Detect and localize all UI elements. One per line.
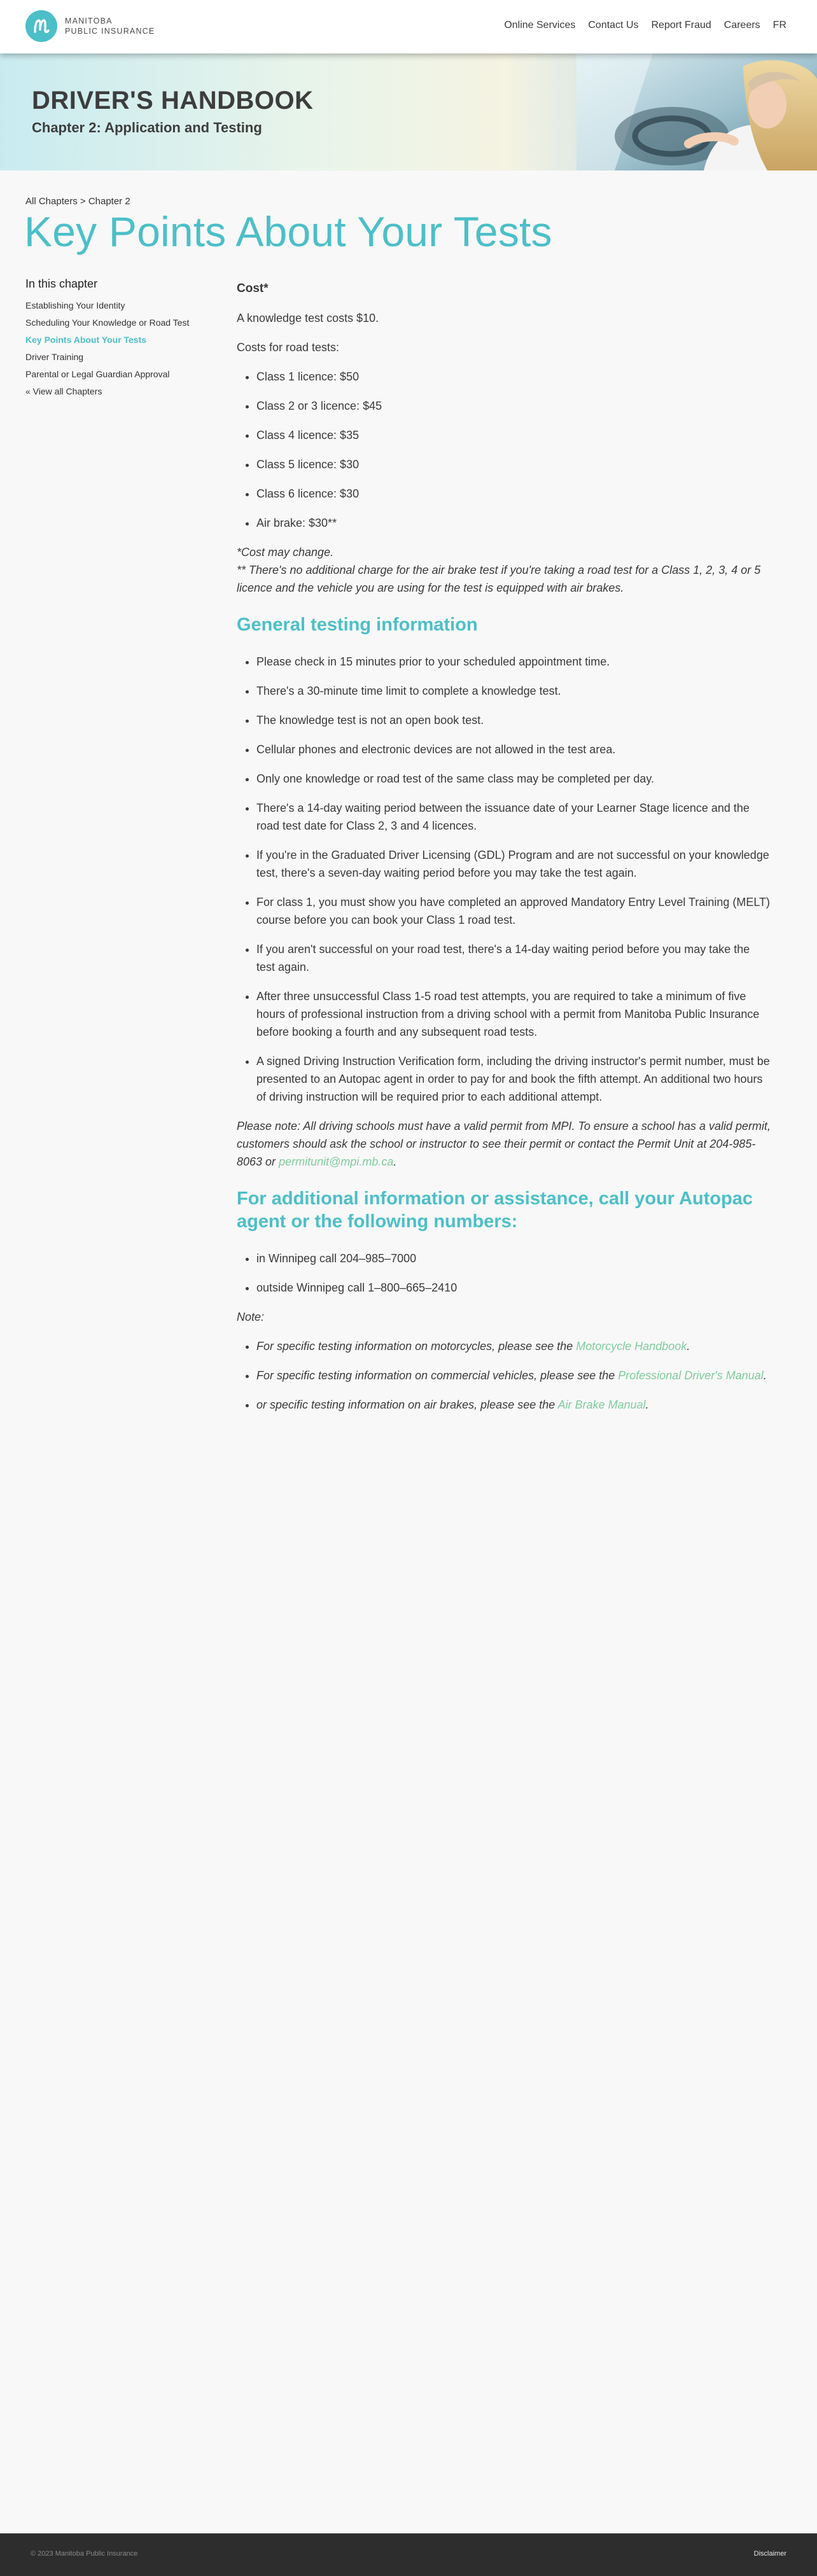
cost-note-1: *Cost may change. <box>237 546 334 559</box>
main-content <box>237 280 771 1425</box>
list-item: • outside Winnipeg call 1–800–665–2410 <box>256 1279 771 1297</box>
note-end: . <box>687 1340 690 1353</box>
sidebar-item-view-all <box>25 386 197 397</box>
breadcrumb-separator: > <box>80 196 86 207</box>
list-item: • There's a 30-minute time limit to complete a knowledge test. <box>256 682 771 700</box>
road-test-cost-list <box>237 368 771 532</box>
list-item: • in Winnipeg call 204–985–7000 <box>256 1250 771 1267</box>
breadcrumb-all-chapters[interactable]: All Chapters <box>25 196 78 207</box>
page-title: Key Points About Your Tests <box>24 208 552 255</box>
sidebar-item-identity <box>25 300 197 311</box>
nav-careers[interactable]: Careers <box>723 20 760 31</box>
list-item: • Class 6 licence: $30 <box>256 485 771 503</box>
breadcrumb-chapter-2[interactable]: Chapter 2 <box>88 196 130 207</box>
sidebar-list <box>25 300 197 397</box>
sidebar-item-scheduling <box>25 317 197 328</box>
brand-line-2: PUBLIC INSURANCE <box>65 27 155 36</box>
sidebar-item-key-points <box>25 334 197 345</box>
permit-note-text: Please note: All driving schools must have a valid permit from MPI. To ensure a school has a valid permit, customers should ask the school or instructor to see their permit or contact the Permit Unit at 204-985-8063 or <box>237 1120 771 1168</box>
contact-numbers-list <box>237 1250 771 1297</box>
manual-references-list <box>237 1337 771 1414</box>
hero-title: DRIVER'S HANDBOOK <box>32 87 314 115</box>
list-item: • Class 2 or 3 licence: $45 <box>256 397 771 415</box>
sidebar-link-driver-training[interactable]: Driver Training <box>25 352 84 362</box>
site-header <box>0 0 817 53</box>
sidebar-heading: In this chapter <box>25 277 98 290</box>
list-item: • The knowledge test is not an open book test. <box>256 711 771 729</box>
note-motorcycle-text: For specific testing information on motorcycles, please see the <box>256 1340 576 1353</box>
nav-language-fr[interactable]: FR <box>772 20 786 31</box>
list-item: • Only one knowledge or road test of the same class may be completed per day. <box>256 770 771 788</box>
hero-driver-photo <box>576 53 817 171</box>
knowledge-test-cost: A knowledge test costs $10. <box>237 312 379 324</box>
motorcycle-handbook-link[interactable]: Motorcycle Handbook <box>576 1340 687 1353</box>
list-item: • If you aren't successful on your road test, there's a 14-day waiting period before you may take the test again. <box>256 940 771 976</box>
nav-online-services[interactable]: Online Services <box>504 20 576 31</box>
note-airbrake-text: or specific testing information on air brakes, please see the <box>256 1398 558 1411</box>
list-item: • Class 5 licence: $30 <box>256 456 771 473</box>
professional-drivers-manual-link[interactable]: Professional Driver's Manual <box>618 1369 764 1382</box>
general-testing-heading: General testing information <box>237 615 478 635</box>
cost-note-2: ** There's no additional charge for the air brake test if you're taking a road test for a Class 1, 2, 3, 4 or 5 licence and the vehicle you are using for the test is equipped with air brakes. <box>237 564 761 594</box>
sidebar-link-scheduling[interactable]: Scheduling Your Knowledge or Road Test <box>25 317 190 328</box>
contact-heading: For additional information or assistance, call your Autopac agent or the following numbers: <box>237 1188 753 1232</box>
list-item: • For class 1, you must show you have completed an approved Mandatory Entry Level Training (MELT) course before you can book your Class 1 road test. <box>256 893 771 929</box>
list-item <box>256 1396 771 1414</box>
sidebar-link-parental-approval[interactable]: Parental or Legal Guardian Approval <box>25 369 170 379</box>
top-nav <box>504 20 786 31</box>
list-item <box>256 1337 771 1355</box>
sidebar-item-parental-approval <box>25 368 197 380</box>
brand-line-1: MANITOBA <box>65 17 113 25</box>
list-item: • After three unsuccessful Class 1-5 road test attempts, you are required to take a minimum of five hours of professional instruction from a driving school with a permit from Manitoba Public Insurance before booking a fourth and any subsequent road tests. <box>256 987 771 1041</box>
nav-contact-us[interactable]: Contact Us <box>588 20 639 31</box>
chapter-sidebar <box>25 277 197 403</box>
hero-subtitle: Chapter 2: Application and Testing <box>32 120 262 136</box>
note-end: . <box>645 1398 649 1411</box>
sidebar-link-identity[interactable]: Establishing Your Identity <box>25 300 125 310</box>
mpi-logo-icon <box>25 10 57 42</box>
list-item: • If you're in the Graduated Driver Licensing (GDL) Program and are not successful on your knowledge test, there's a seven-day waiting period before you may take the test again. <box>256 846 771 882</box>
cost-notes <box>237 543 771 597</box>
footer-disclaimer-link[interactable]: Disclaimer <box>753 2550 786 2558</box>
list-item: • Cellular phones and electronic devices are not allowed in the test area. <box>256 741 771 758</box>
mpi-logo[interactable] <box>25 10 155 42</box>
list-item: • Please check in 15 minutes prior to your scheduled appointment time. <box>256 653 771 671</box>
note-end: . <box>763 1369 767 1382</box>
note-label: Note: <box>237 1311 265 1323</box>
hero-banner <box>0 53 817 171</box>
permit-note-end: . <box>393 1155 397 1168</box>
list-item: • Class 4 licence: $35 <box>256 426 771 444</box>
mpi-logo-text <box>65 16 155 36</box>
list-item: • There's a 14-day waiting period between the issuance date of your Learner Stage licence and the road test date for Class 2, 3 and 4 licences. <box>256 799 771 835</box>
list-item <box>256 1367 771 1384</box>
list-item: • Air brake: $30** <box>256 514 771 532</box>
air-brake-manual-link[interactable]: Air Brake Manual <box>557 1398 646 1411</box>
list-item: • Class 1 licence: $50 <box>256 368 771 386</box>
nav-report-fraud[interactable]: Report Fraud <box>651 20 711 31</box>
list-item: • A signed Driving Instruction Verification form, including the driving instructor's permit number, must be presented to an Autopac agent in order to pay for and book the fifth attempt. An additional two hours of driving instruction will be required prior to each additional attempt. <box>256 1052 771 1106</box>
permit-unit-email-link[interactable]: permitunit@mpi.mb.ca <box>279 1155 394 1168</box>
note-commercial-text: For specific testing information on commercial vehicles, please see the <box>256 1369 618 1382</box>
sidebar-link-view-all[interactable]: « View all Chapters <box>25 386 102 396</box>
sidebar-link-key-points[interactable]: Key Points About Your Tests <box>25 335 147 345</box>
breadcrumb <box>25 196 130 207</box>
site-footer <box>0 2533 817 2576</box>
general-testing-list <box>237 653 771 1106</box>
road-test-cost-intro: Costs for road tests: <box>237 341 340 354</box>
driving-school-permit-note <box>237 1117 771 1171</box>
sidebar-item-driver-training <box>25 351 197 363</box>
footer-copyright: © 2023 Manitoba Public Insurance <box>31 2550 138 2558</box>
cost-heading: Cost* <box>237 282 269 295</box>
